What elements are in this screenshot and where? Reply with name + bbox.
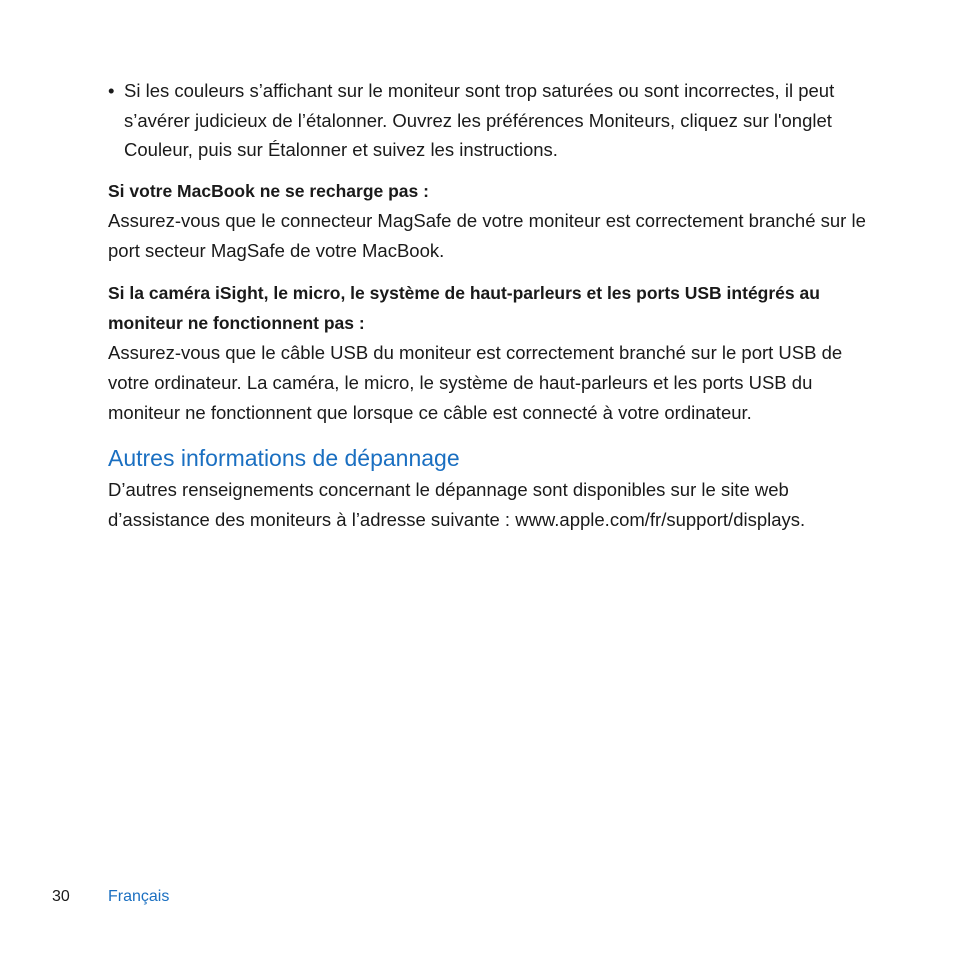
- section-macbook-charging: [108, 176, 878, 266]
- section-body: Assurez-vous que le connecteur MagSafe de votre moniteur est correctement branché sur le port secteur MagSafe de votre MacBook.: [108, 210, 866, 261]
- footer-language: Français: [108, 888, 170, 905]
- more-info-body: D’autres renseignements concernant le dépannage sont disponibles sur le site web d’assistance des moniteurs à l’adresse suivante : www.apple.com/fr/support/displays.: [108, 479, 806, 530]
- page-number: 30: [52, 888, 70, 905]
- section-heading: Si votre MacBook ne se recharge pas :: [108, 181, 429, 201]
- section-heading: Si la caméra iSight, le micro, le système de haut-parleurs et les ports USB intégrés au moniteur ne fonctionnent pas :: [108, 283, 820, 333]
- bullet-item: [108, 76, 868, 165]
- section-more-info: [108, 441, 878, 535]
- section-isight-usb: [108, 278, 878, 428]
- bullet-text: Si les couleurs s’affichant sur le moniteur sont trop saturées ou sont incorrectes, il peut s’avérer judicieux de l’étalonner. Ouvrez les préférences Moniteurs, cliquez sur l'onglet Couleur, puis sur Étalonner et suivez les instructions.: [124, 80, 835, 160]
- bullet-marker: •: [108, 80, 115, 101]
- section-body: Assurez-vous que le câble USB du moniteur est correctement branché sur le port USB de votre ordinateur. La caméra, le micro, le système de haut-parleurs et les ports USB du moniteur ne fonctionnent que lorsque ce câble est connecté à votre ordinateur.: [108, 342, 843, 423]
- more-info-title: Autres informations de dépannage: [108, 445, 460, 471]
